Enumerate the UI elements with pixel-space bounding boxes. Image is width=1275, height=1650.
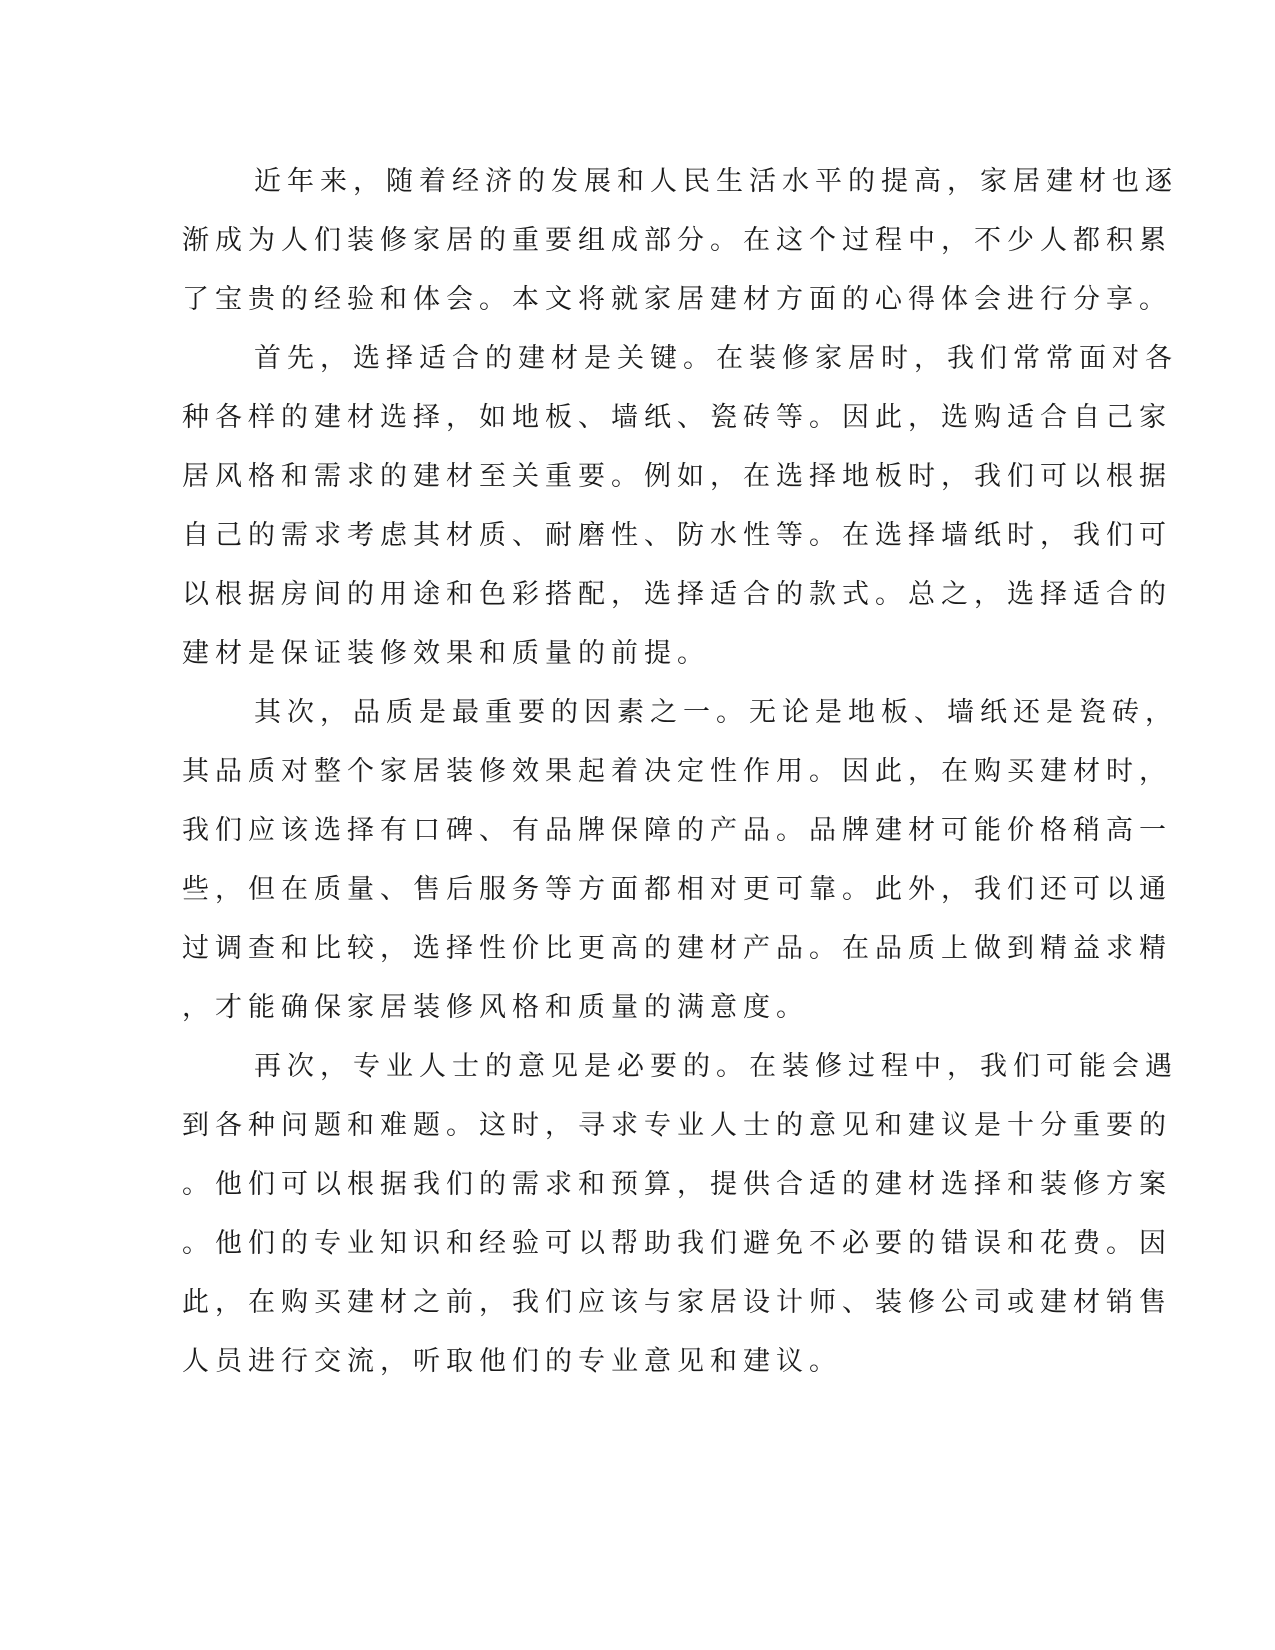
paragraph-line: 人员进行交流，听取他们的专业意见和建议。 [182, 1346, 842, 1377]
paragraph-line: 建材是保证装修效果和质量的前提。 [182, 638, 710, 669]
paragraph-line: 再次，专业人士的意见是必要的。在装修过程中，我们可能会遇 [254, 1051, 1178, 1082]
paragraph-line: 首先，选择适合的建材是关键。在装修家居时，我们常常面对各 [254, 343, 1178, 374]
paragraph-line: ，才能确保家居装修风格和质量的满意度。 [182, 992, 809, 1023]
paragraph-2 [182, 329, 1178, 683]
paragraph-line: 。他们的专业知识和经验可以帮助我们避免不必要的错误和花费。因 [182, 1228, 1172, 1259]
paragraph-line: 种各样的建材选择，如地板、墙纸、瓷砖等。因此，选购适合自己家 [182, 402, 1172, 433]
paragraph-3 [182, 683, 1178, 1037]
paragraph-line: 其品质对整个家居装修效果起着决定性作用。因此，在购买建材时， [182, 756, 1172, 787]
paragraph-line: 些，但在质量、售后服务等方面都相对更可靠。此外，我们还可以通 [182, 874, 1172, 905]
paragraph-line: 自己的需求考虑其材质、耐磨性、防水性等。在选择墙纸时，我们可 [182, 520, 1172, 551]
paragraph-line: 居风格和需求的建材至关重要。例如，在选择地板时，我们可以根据 [182, 461, 1172, 492]
paragraph-line: 到各种问题和难题。这时，寻求专业人士的意见和建议是十分重要的 [182, 1110, 1172, 1141]
paragraph-line: 渐成为人们装修家居的重要组成部分。在这个过程中，不少人都积累 [182, 225, 1172, 256]
paragraph-line: 。他们可以根据我们的需求和预算，提供合适的建材选择和装修方案 [182, 1169, 1172, 1200]
paragraph-line: 了宝贵的经验和体会。本文将就家居建材方面的心得体会进行分享。 [182, 284, 1172, 315]
paragraph-line: 我们应该选择有口碑、有品牌保障的产品。品牌建材可能价格稍高一 [182, 815, 1172, 846]
paragraph-4 [182, 1037, 1178, 1391]
paragraph-1 [182, 152, 1178, 329]
paragraph-line: 近年来，随着经济的发展和人民生活水平的提高，家居建材也逐 [254, 166, 1178, 197]
paragraph-line: 以根据房间的用途和色彩搭配，选择适合的款式。总之，选择适合的 [182, 579, 1172, 610]
document-body [182, 152, 1178, 1391]
paragraph-line: 此，在购买建材之前，我们应该与家居设计师、装修公司或建材销售 [182, 1287, 1172, 1318]
paragraph-line: 其次，品质是最重要的因素之一。无论是地板、墙纸还是瓷砖， [254, 697, 1178, 728]
paragraph-line: 过调查和比较，选择性价比更高的建材产品。在品质上做到精益求精 [182, 933, 1172, 964]
